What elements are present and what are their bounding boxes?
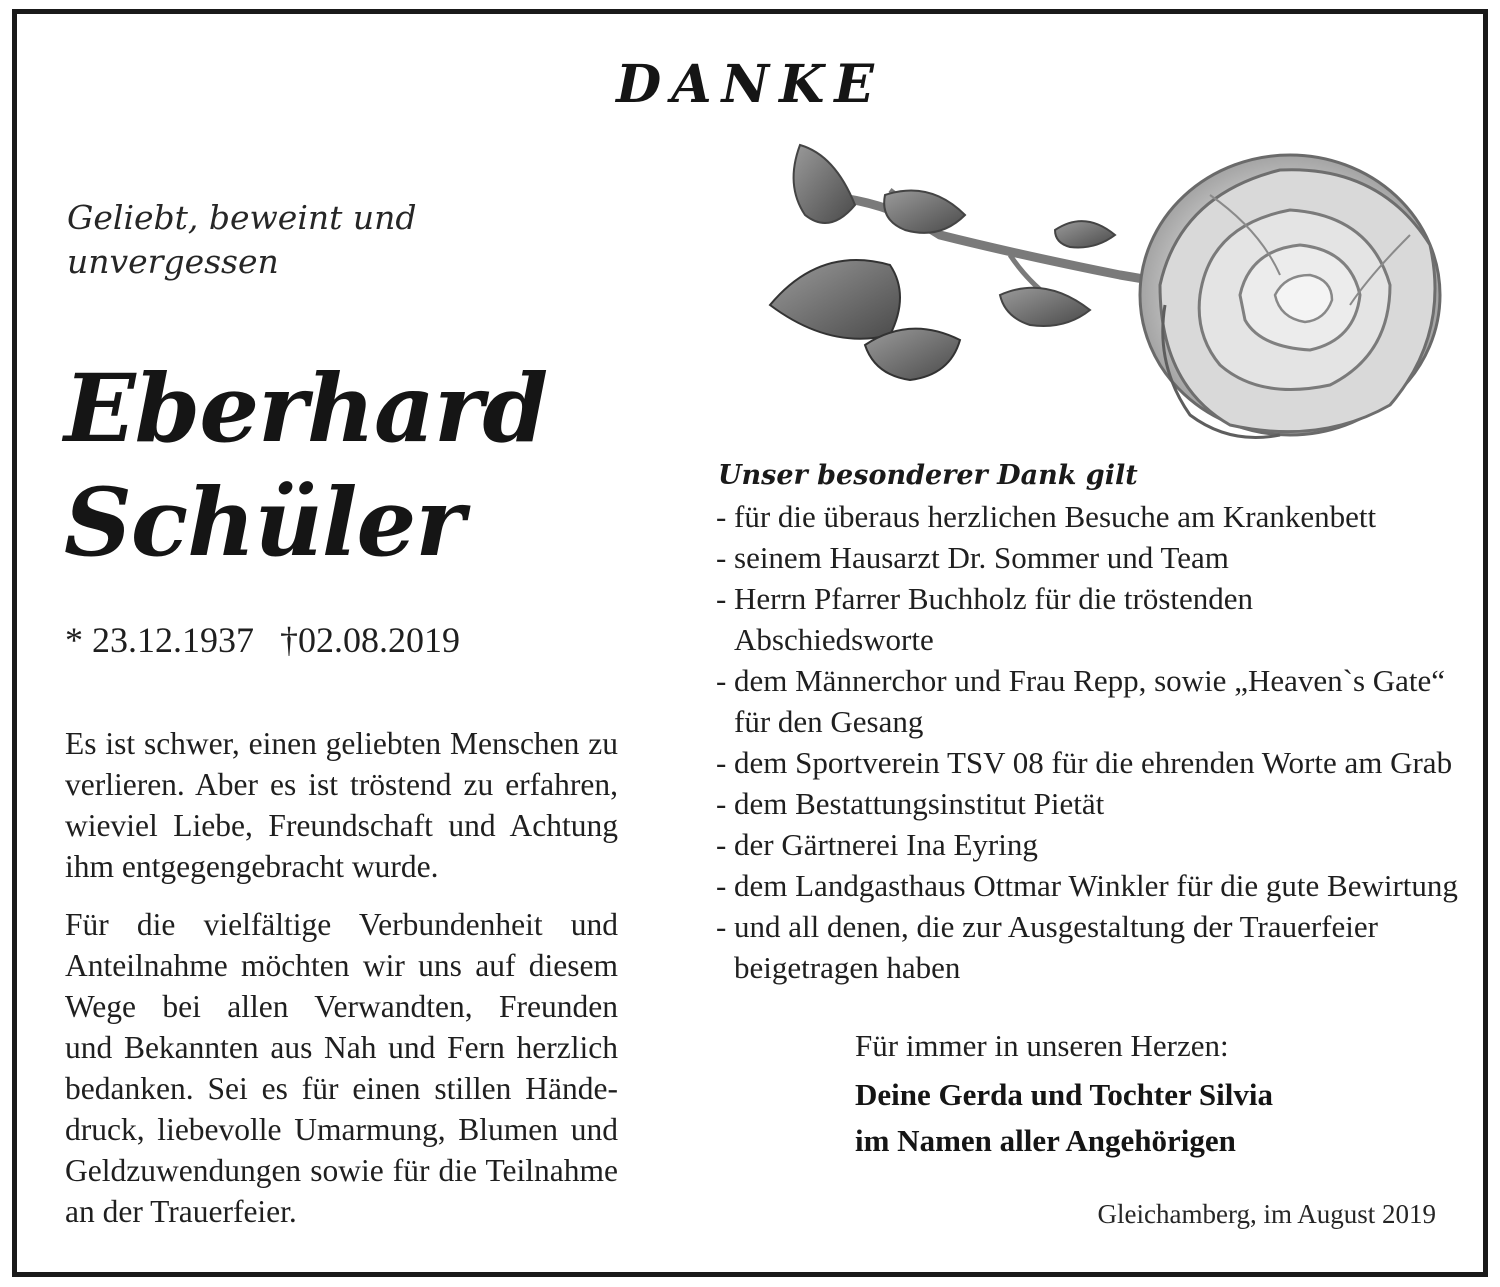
paragraph-gratitude [65,904,618,1232]
paragraph-line: Anteilnahme möchten wir uns auf diesem [65,948,618,983]
thanks-list [716,496,1456,988]
list-item [716,742,1456,783]
birth-symbol: * [65,620,83,660]
list-item-text: dem Sportverein TSV 08 für die ehrenden Worte am Grab [734,745,1453,780]
list-item-text: dem Bestattungsinstitut Pietät [734,786,1105,821]
paragraph-line: Geldzuwendungen sowie für die Teilnahme [65,1153,618,1188]
list-item [716,496,1456,537]
list-item-text: Herrn Pfarrer Buchholz für die tröstenden [734,581,1254,616]
paragraph-line: druck, liebevolle Umarmung, Blumen und [65,1112,618,1147]
tagline [67,196,417,284]
thanks-heading: Unser besonderer Dank gilt [718,460,1138,491]
paragraph-line: und Bekannten aus Nah und Fern herzlich [65,1030,618,1065]
paragraph-grief [65,723,618,887]
paragraph-line: Wege bei allen Verwandten, Freunden [65,989,618,1024]
list-item [716,824,1456,865]
paragraph-line: Für die vielfältige Verbundenheit und [65,907,618,942]
paragraph-line: wieviel Liebe, Freundschaft und Achtung [65,808,618,843]
list-item [716,865,1456,906]
notice-title: DANKE [616,54,884,115]
list-item-text: seinem Hausarzt Dr. Sommer und Team [734,540,1229,575]
tagline-line: unvergessen [67,242,279,281]
death-symbol: † [280,620,298,660]
list-item-text: dem Männerchor und Frau Repp, sowie „Heaven`s Gate“ [734,663,1446,698]
death-date: 02.08.2019 [298,620,460,660]
list-item [716,660,1456,742]
list-item [716,537,1456,578]
tagline-line: Geliebt, beweint und [67,198,417,237]
paragraph-line: bedanken. Sei es für einen stillen Hände- [65,1071,618,1106]
birth-date: 23.12.1937 [92,620,254,660]
paragraph-line: ihm entgegengebracht wurde. [65,849,439,884]
paragraph-line: an der Trauerfeier. [65,1194,297,1229]
list-item [716,783,1456,824]
list-item-text: dem Landgasthaus Ottmar Winkler für die gute Bewirtung [734,868,1458,903]
life-dates [65,618,460,662]
rose-icon [760,135,1460,455]
list-item [716,578,1456,660]
list-item-continuation: Abschiedsworte [734,622,934,657]
deceased-name [64,352,547,580]
paragraph-line: verlieren. Aber es ist tröstend zu erfahren, [65,767,618,802]
first-name: Eberhard [64,354,548,464]
list-item [716,906,1456,988]
list-item-continuation: für den Gesang [734,704,924,739]
list-item-text: der Gärtnerei Ina Eyring [734,827,1038,862]
list-item-text: und all denen, die zur Ausgestaltung der Trauerfeier [734,909,1378,944]
place-date: Gleichamberg, im August 2019 [1097,1199,1436,1229]
paragraph-line: Es ist schwer, einen geliebten Menschen zu [65,726,618,761]
last-name: Schüler [64,468,464,578]
signer-line: im Namen aller Angehörigen [855,1123,1236,1158]
closing-line: Für immer in unseren Herzen: [855,1028,1229,1063]
list-item-continuation: beigetragen haben [734,950,961,985]
signer-line: Deine Gerda und Tochter Silvia [855,1077,1273,1112]
signers [855,1072,1273,1164]
list-item-text: für die überaus herzlichen Besuche am Krankenbett [734,499,1377,534]
